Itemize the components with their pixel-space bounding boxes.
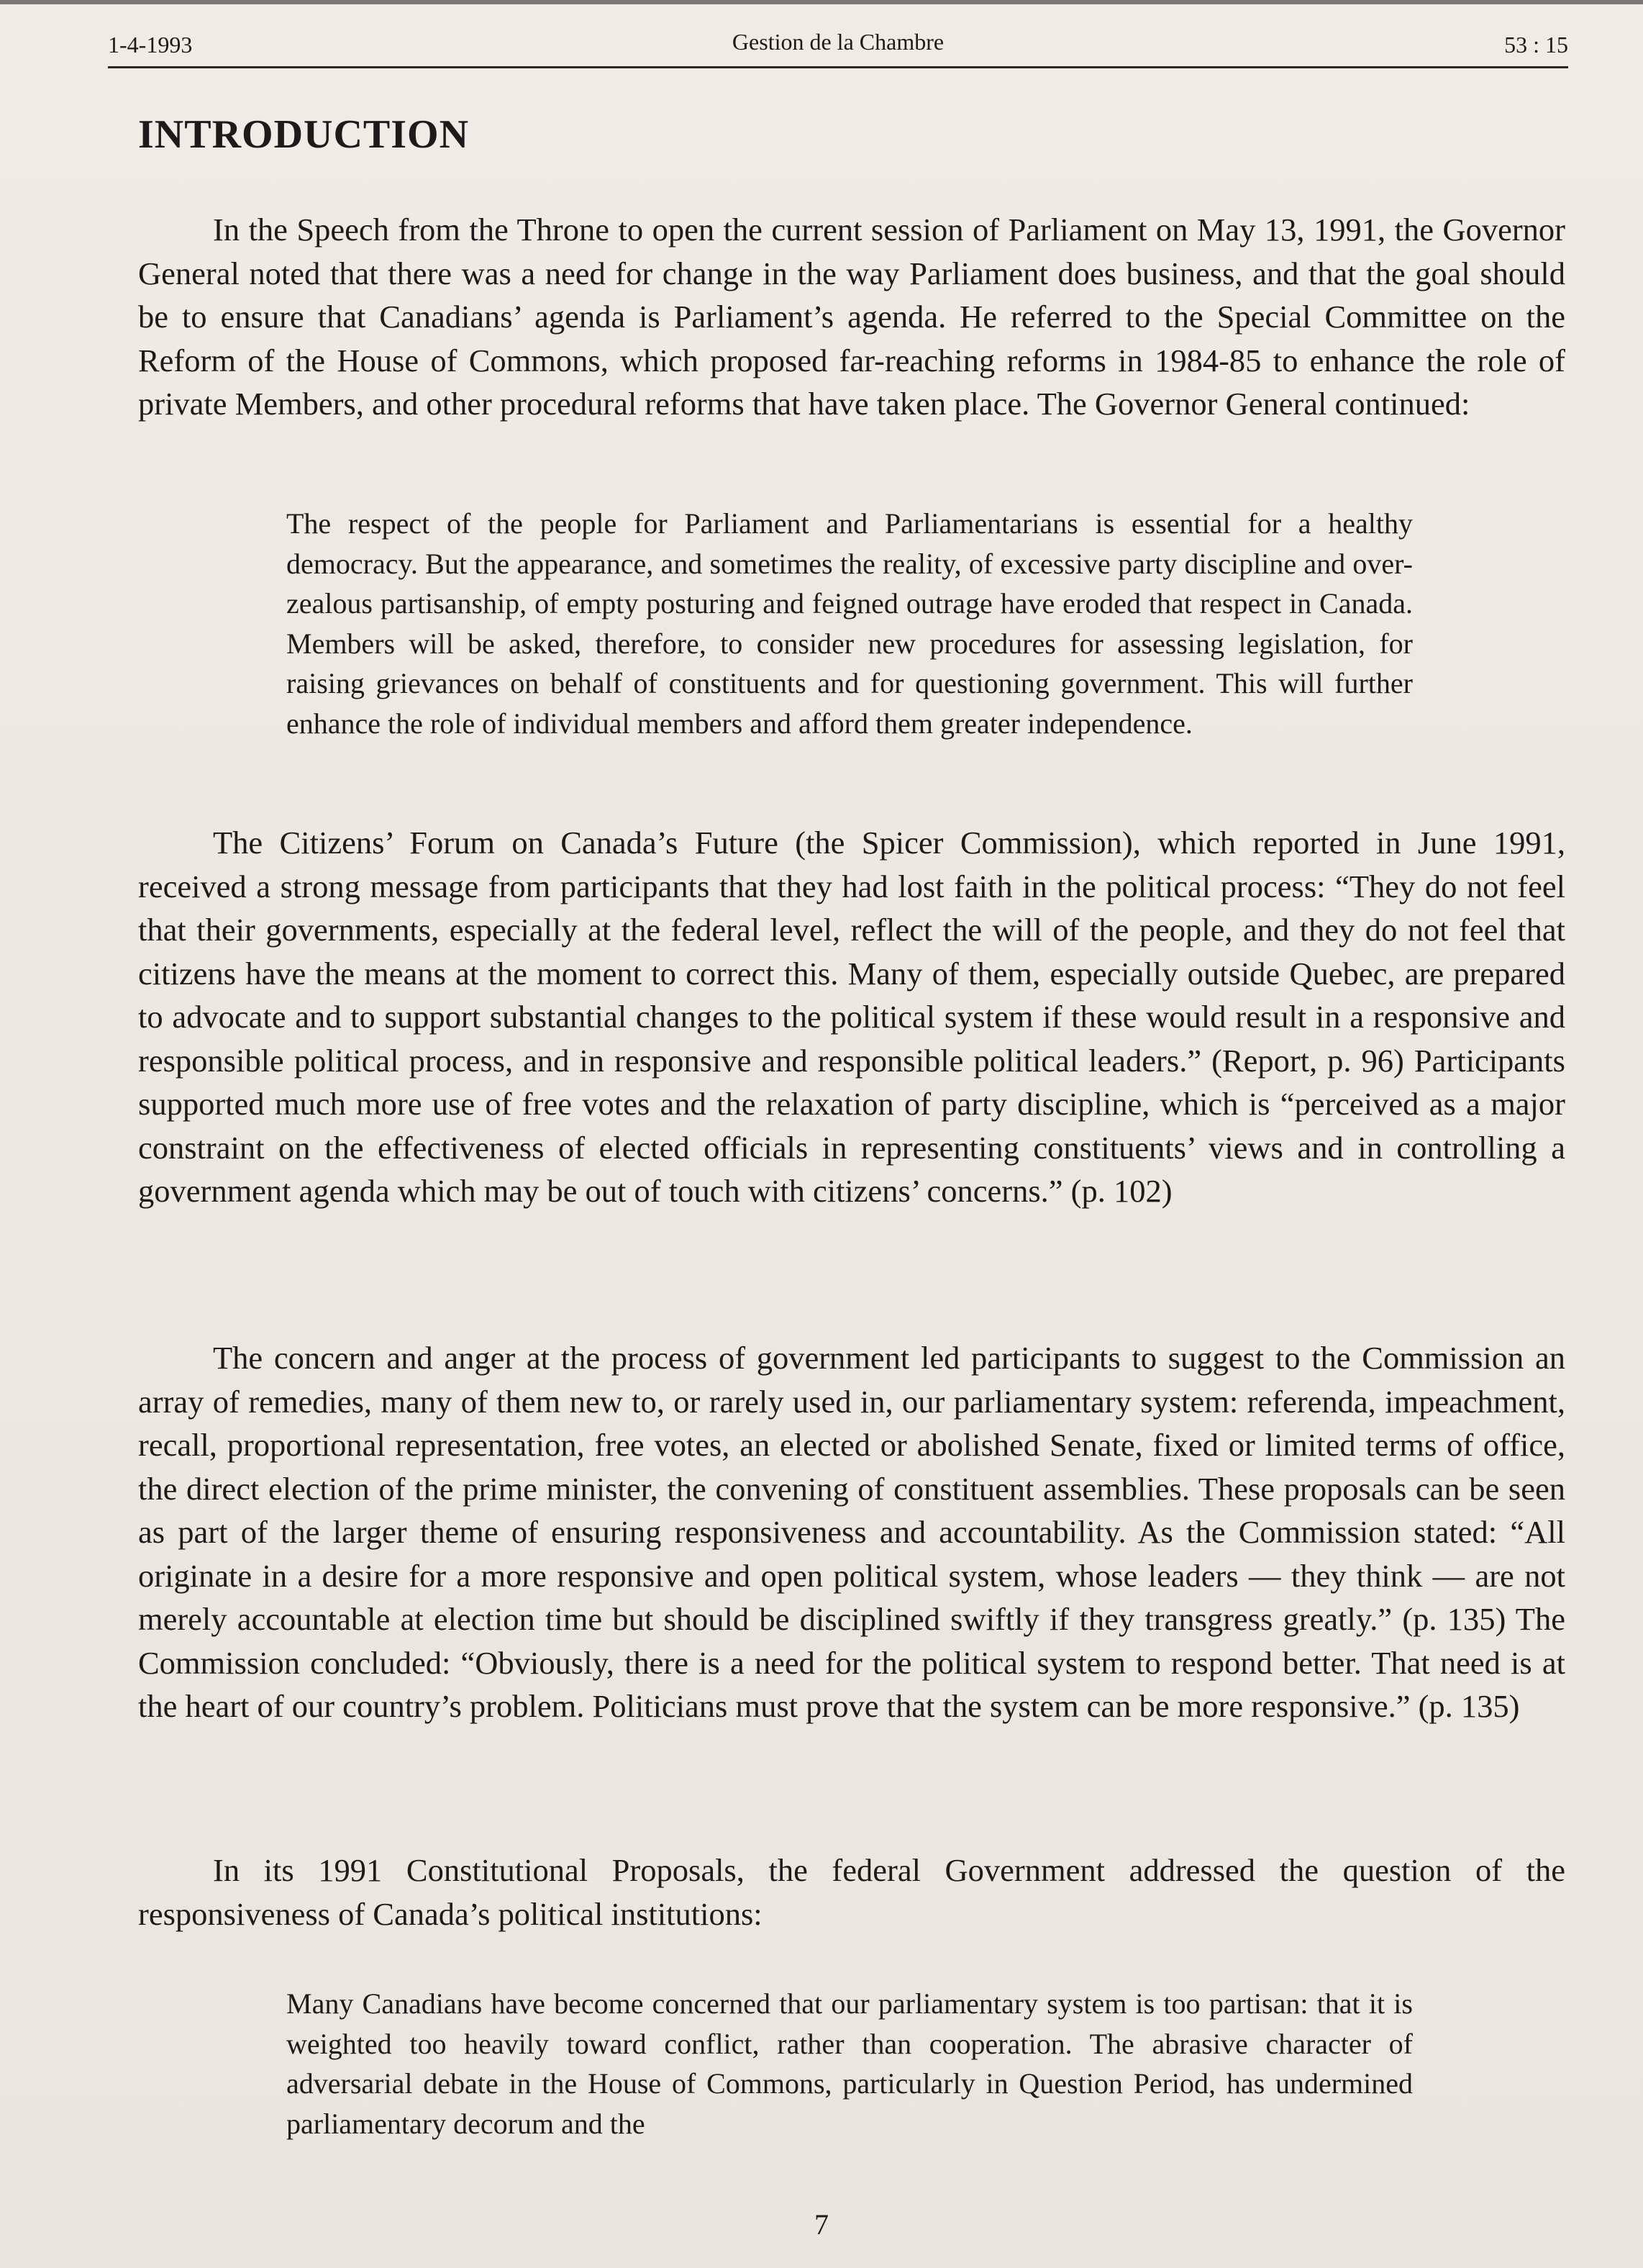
running-header — [108, 26, 1568, 66]
header-date: 1-4-1993 — [108, 32, 193, 58]
page-top-edge — [0, 0, 1643, 4]
section-heading: INTRODUCTION — [138, 112, 470, 157]
page-number: 7 — [814, 2208, 829, 2241]
header-rule — [108, 66, 1568, 68]
header-title: Gestion de la Chambre — [732, 29, 945, 55]
body-paragraph-1: In the Speech from the Throne to open the current session of Parliament on May 13, 1991, the Governor General noted that there was a need for change in the way Parliament does business, and that the goal should be to ensure that Canadians’ agenda is Parliament’s agenda. He referred to the Special Committee on the Reform of the House of Commons, which proposed far-reaching reforms in 1984-85 to enhance the role of private Members, and other procedural reforms that have taken place. The Governor General continued: — [138, 212, 1565, 422]
body-paragraph-2: The Citizens’ Forum on Canada’s Future (the Spicer Commission), which reported in June 1991, received a strong message from participants that they had lost faith in the political process: “They do not feel that their governments, especially at the federal level, reflect the will of the people, and they do not feel that citizens have the means at the moment to correct this. Many of them, especially outside Quebec, are prepared to advocate and to support substantial changes to the political system if these would result in a responsive and responsible political process, and in responsive and responsible political leaders.” (Report, p. 96) Participants supported much more use of free votes and the relaxation of party discipline, which is “perceived as a major constraint on the effectiveness of elected officials in representing constituents’ views and in controlling a government agenda which may be out of touch with citizens’ concerns.” (p. 102) — [138, 825, 1565, 1209]
header-page-reference: 53 : 15 — [1504, 32, 1568, 58]
body-paragraph-4: In its 1991 Constitutional Proposals, the federal Government addressed the question of the responsiveness of Canada’s political institutions: — [138, 1852, 1565, 1932]
block-quote-1: The respect of the people for Parliament and Parliamentarians is essential for a healthy democracy. But the appearance, and sometimes the reality, of excessive party discipline and over-zealous partisanship, of empty posturing and feigned outrage have eroded that respect in Canada. Members will be asked, therefore, to consider new procedures for assessing legislation, for raising grievances on behalf of constituents and for questioning government. This will further enhance the role of individual members and afford them greater independence. — [286, 507, 1413, 740]
body-paragraph-3: The concern and anger at the process of government led participants to suggest to the Commission an array of remedies, many of them new to, or rarely used in, our parliamentary system: referenda, impeachment, recall, proportional representation, free votes, an elected or abolished Senate, fixed or limited terms of office, the direct election of the prime minister, the convening of constituent assemblies. These proposals can be seen as part of the larger theme of ensuring responsiveness and accountability. As the Commission stated: “All originate in a desire for a more responsive and open political system, whose leaders — they think — are not merely accountable at election time but should be disciplined swiftly if they transgress greatly.” (p. 135) The Commission concluded: “Obviously, there is a need for the political system to respond better. That need is at the heart of our country’s problem. Politicians must prove that the system can be more responsive.” (p. 135) — [138, 1340, 1565, 1724]
block-quote-2: Many Canadians have become concerned that our parliamentary system is too partisan: that it is weighted too heavily toward conflict, rather than cooperation. The abrasive character of adversarial debate in the House of Commons, particularly in Question Period, has undermined parliamentary decorum and the — [286, 1987, 1413, 2140]
